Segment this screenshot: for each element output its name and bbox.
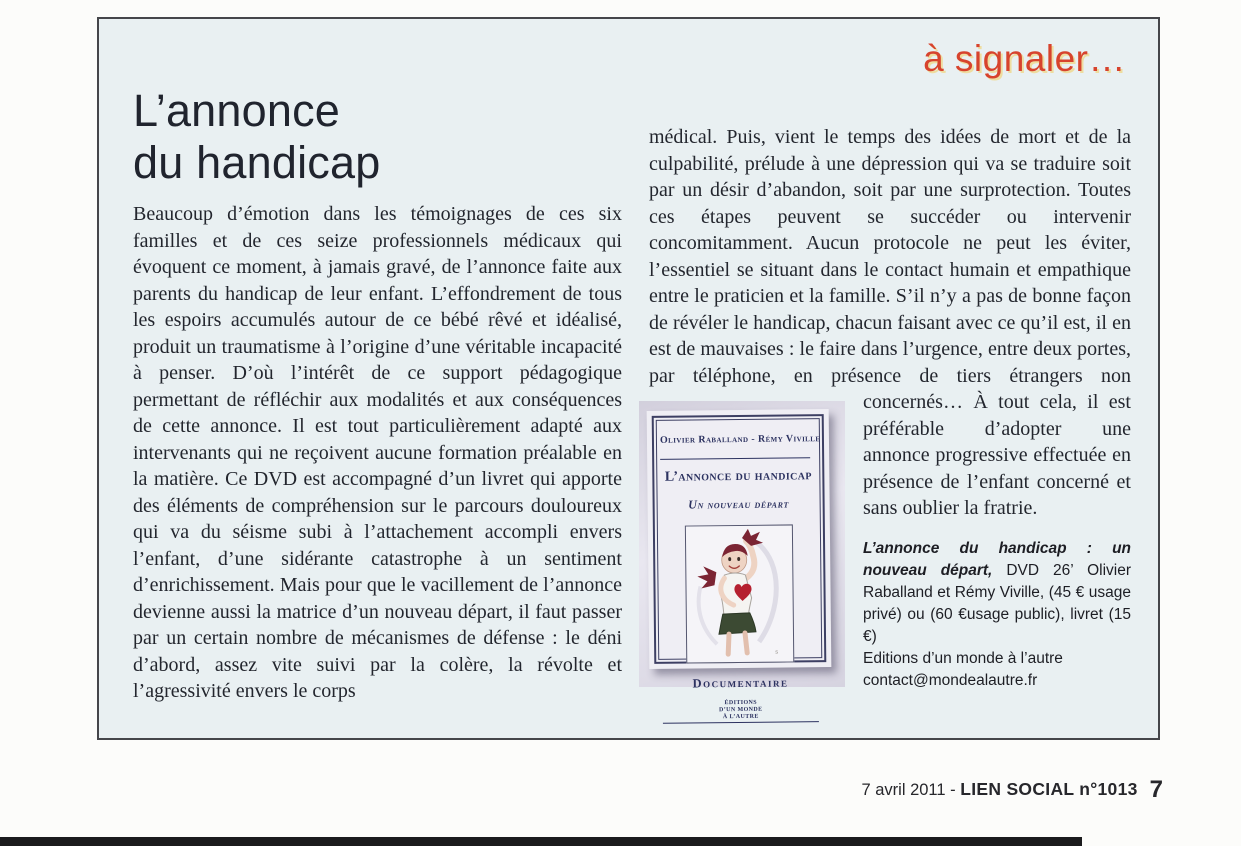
article-title-line1: L’annonce bbox=[133, 85, 341, 136]
article-col2-text-before-image: médical. Puis, vient le temps des idées de mort et de la culpabilité, prélude à une dépression qui va se traduire soit par un désir d’abandon, soit par une surprotection. Toutes ces étapes peuvent se succéder ou intervenir concomitamment. Aucun protocole ne peut les éviter, l’essentiel se situant dans le contact humain et empathique entre le praticien et la famille. S’il n’y a pas de bonne façon de révéler le handicap, chacun faisant avec ce qu’il est, il en est de mauvaises : le faire dans l’urgence, entre deux portes, par téléphone, en présence de tiers étrangers non concernés… À tout bbox=[649, 126, 1131, 413]
article-paragraph-col1: Beaucoup d’émotion dans les témoignages de ces six familles et de ces seize professionnels médicaux qui évoquent ce moment, à jamais gravé, de l’annonce faite aux parents du handicap de leur enfant. L’effondrement de tous les espoirs accumulés autour de ce bébé rêvé et idéalisé, produit un traumatisme à l’origine d’une véritable incapacité à penser. D’où l’intérêt de ce support pédagogique permettant de réfléchir aux modalités et aux conséquences de cette annonce. Il est tout particulièrement adapté aux intervenants qui ne reçoivent aucune formation préalable en la matière. Ce DVD est accompagné d’un livret qui apporte des éléments de compréhension sur le parcours douloureux qui va du séisme subi à l’attachement accompli envers l’enfant, d’une sidérante catastrophe à un sentiment d’enrichissement. Mais pour que le vacillement de l’annonce devienne aussi la matrice d’un nouveau départ, il faut passer par un certain nombre de mécanismes de défense : le déni d’abord, assez vite suivi par la colère, la révolte et l’agressivité envers le corps bbox=[133, 203, 622, 702]
footer-date: 7 avril 2011 - bbox=[861, 781, 961, 799]
article-columns bbox=[133, 19, 1131, 738]
right-column bbox=[649, 19, 1131, 738]
dvd-caption-details: DVD 26’ Olivier Raballand et Rémy Viville, (45 € usage privé) ou (60 €usage public), livret (15 €) bbox=[863, 561, 1131, 645]
dvd-authors: Olivier Raballand - Rémy Viville bbox=[659, 433, 821, 446]
dvd-cover-photo bbox=[639, 401, 845, 721]
footer-page-number: 7 bbox=[1149, 776, 1163, 803]
dvd-caption-title: L’annonce du handicap : un nouveau départ, bbox=[863, 539, 1131, 579]
dvd-publisher-logo: ÉDITIONS D’UN MONDE À L’AUTRE bbox=[663, 699, 819, 724]
article-title bbox=[133, 85, 622, 189]
dvd-case bbox=[647, 409, 832, 721]
dvd-cover-frame bbox=[652, 414, 827, 721]
dvd-cover-illustration bbox=[685, 524, 794, 663]
page-footer bbox=[97, 776, 1163, 804]
section-label: à signaler… bbox=[923, 38, 1126, 79]
article-box bbox=[97, 17, 1160, 740]
dvd-caption-email: contact@mondealautre.fr bbox=[863, 671, 1038, 689]
footer-journal-name: LIEN SOCIAL n°1013 bbox=[960, 779, 1138, 799]
dvd-rule bbox=[660, 457, 810, 460]
article-col2-text-beside-image: cela, il est préférable d’adopter une annonce progressive effectuée en présence de l’enfant concerné et sans oublier la fratrie. bbox=[863, 391, 1131, 519]
dvd-caption-publisher: Editions d’un monde à l’autre bbox=[863, 649, 1063, 667]
dvd-subtitle: Un nouveau départ bbox=[688, 496, 790, 512]
left-column bbox=[133, 19, 622, 738]
svg-text:s: s bbox=[775, 649, 779, 656]
scan-edge-artifact bbox=[0, 837, 1082, 846]
dvd-title: L’annonce du handicap bbox=[664, 467, 812, 485]
article-title-line2: du handicap bbox=[133, 137, 381, 188]
dvd-genre: Documentaire bbox=[692, 674, 789, 690]
